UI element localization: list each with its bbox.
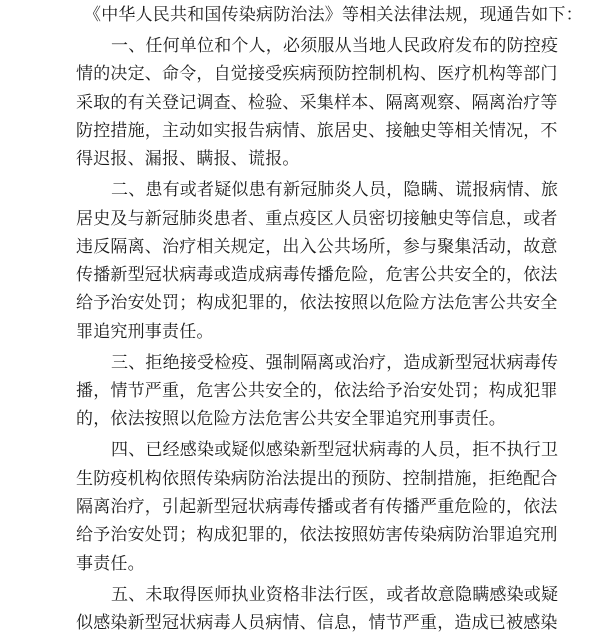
text-line: 三、拒绝接受检疫、强制隔离或治疗，造成新型冠状病毒传 (111, 353, 559, 373)
text-line: 传播新型冠状病毒或造成病毒传播危险，危害公共安全的，依法 (76, 265, 558, 285)
text-line: 罪追究刑事责任。 (76, 322, 214, 342)
text-line: 《中华人民共和国传染病防治法》等相关法律法规，现通告如下： (84, 5, 583, 25)
text-line: 五、未取得医师执业资格非法行医，或者故意隐瞒感染或疑 (111, 585, 559, 605)
text-line: 防控措施，主动如实报告病情、旅居史、接触史等相关情况，不 (76, 121, 558, 141)
text-line: 四、已经感染或疑似感染新型冠状病毒的人员，拒不执行卫 (111, 440, 559, 460)
text-line: 得迟报、漏报、瞒报、谎报。 (76, 149, 300, 169)
text-line: 的，依法按照以危险方法危害公共安全罪追究刑事责任。 (76, 409, 506, 429)
text-line: 违反隔离、治疗相关规定，出入公共场所，参与聚集活动，故意 (76, 237, 558, 257)
text-line: 隔离治疗，引起新型冠状病毒传播或者有传播严重危险的，依法 (76, 497, 558, 517)
text-line: 采取的有关登记调查、检验、采集样本、隔离观察、隔离治疗等 (76, 93, 558, 113)
text-line: 情的决定、命令，自觉接受疾病预防控制机构、医疗机构等部门 (76, 64, 558, 84)
text-line: 一、任何单位和个人，必须服从当地人民政府发布的防控疫 (111, 36, 559, 56)
text-line: 居史及与新冠肺炎患者、重点疫区人员密切接触史等信息，或者 (76, 209, 558, 229)
text-line: 给予治安处罚；构成犯罪的，依法按照以危险方法危害公共安全 (76, 293, 558, 313)
text-line: 二、患有或者疑似患有新冠肺炎人员，隐瞒、谎报病情、旅 (111, 180, 559, 200)
text-line: 似感染新型冠状病毒人员病情、信息，情节严重，造成已被感染 (76, 613, 558, 633)
text-line: 给予治安处罚；构成犯罪的，依法按照妨害传染病防治罪追究刑 (76, 525, 558, 545)
text-line: 生防疫机构依照传染病防治法提出的预防、控制措施，拒绝配合 (76, 469, 558, 489)
text-line: 播，情节严重，危害公共安全的，依法给予治安处罚；构成犯罪 (76, 381, 558, 401)
text-line: 事责任。 (76, 554, 145, 574)
